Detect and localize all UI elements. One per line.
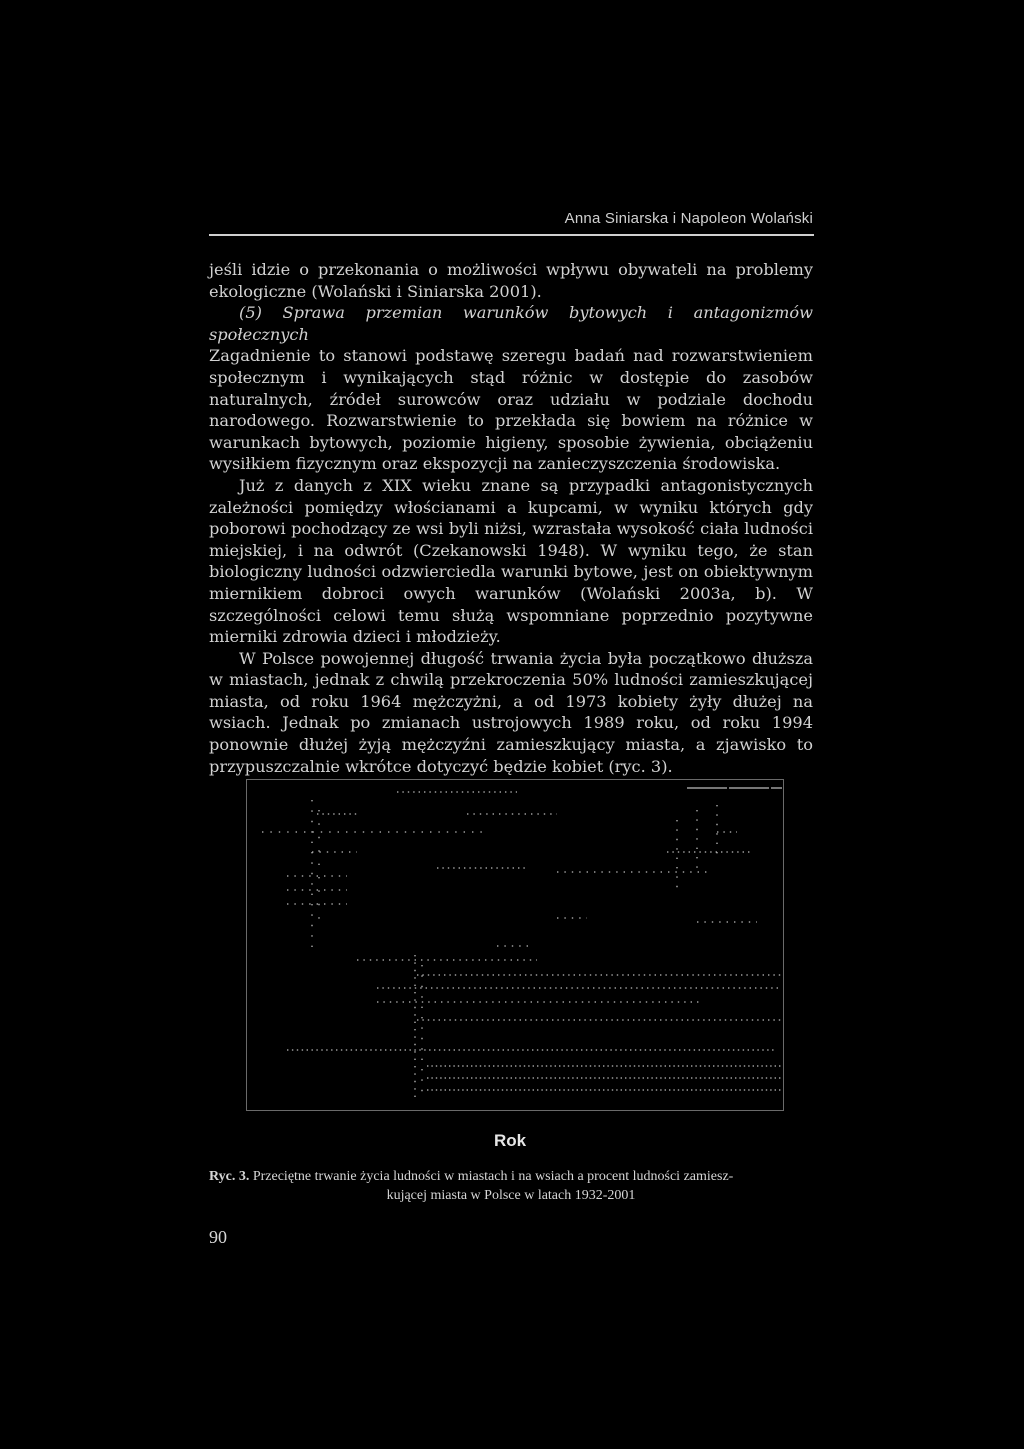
caption-line-2: kującej miasta w Polsce w latach 1932-2001	[386, 1188, 636, 1203]
running-header: Anna Siniarska i Napoleon Wolański	[564, 210, 813, 227]
page-number: 90	[209, 1227, 227, 1247]
section-subheading: (5) Sprawa przemian warunków bytowych i antagonizmów społecznych	[209, 303, 813, 344]
paragraph-4: W Polsce powojennej długość trwania życia była początkowo dłuższa w miastach, jednak z chwilą przekroczenia 50% ludności zamieszkującej miasta, od roku 1964 mężczyżni, a od 1973 kobiety żyły dłużej na wsiach. Jednak po zmianach ustrojowych 1989 roku, od roku 1994 ponownie dłużej żyją mężczyźni zamieszkujący miasta, a zjawisko to przypuszczalnie wkrótce dotyczyć będzie kobiet (ryc. 3).	[209, 648, 813, 776]
figure-caption	[209, 1167, 813, 1205]
paragraph-2: Zagadnienie to stanowi podstawę szeregu badań nad rozwarstwieniem społecznym i wynikających stąd różnic w dostępie do zasobów naturalnych, źródeł surowców oraz udziału w podziale dochodu narodowego. Rozwarstwienie to przekłada się bowiem na różnice w warunkach bytowych, poziomie higieny, sposobie żywienia, obciążeniu wysiłkiem fizycznym oraz ekspozycji na zanieczyszczenia środowiska.	[209, 346, 813, 474]
header-rule	[209, 234, 814, 236]
article-body	[209, 259, 813, 777]
paragraph-1: jeśli idzie o przekonania o możliwości wpływu obywateli na problemy ekologiczne (Wolański i Siniarska 2001).	[209, 260, 813, 301]
x-axis-label: Rok	[493, 1131, 527, 1150]
caption-label: Ryc. 3.	[209, 1169, 250, 1184]
caption-text-1: Przeciętne trwanie życia ludności w miastach i na wsiach a procent ludności zamiesz-	[252, 1169, 734, 1184]
figure-3-chart-image	[246, 779, 784, 1111]
degraded-chart-graphic	[247, 780, 783, 1110]
caption-line-1	[209, 1167, 813, 1186]
paragraph-3: Już z danych z XIX wieku znane są przypadki antagonistycznych zależności pomiędzy włościanami a kupcami, w wyniku których gdy poborowi pochodzący ze wsi byli niżsi, wzrastała wysokość ciała ludności miejskiej, i na odwrót (Czekanowski 1948). W wyniku tego, że stan biologiczny ludności odzwierciedla warunki bytowe, jest on obiektywnym miernikiem dobroci owych warunków (Wolański 2003a, b). W szczególności celowi temu służą wspomniane poprzednio pozytywne mierniki zdrowia dzieci i młodzieży.	[209, 475, 813, 647]
